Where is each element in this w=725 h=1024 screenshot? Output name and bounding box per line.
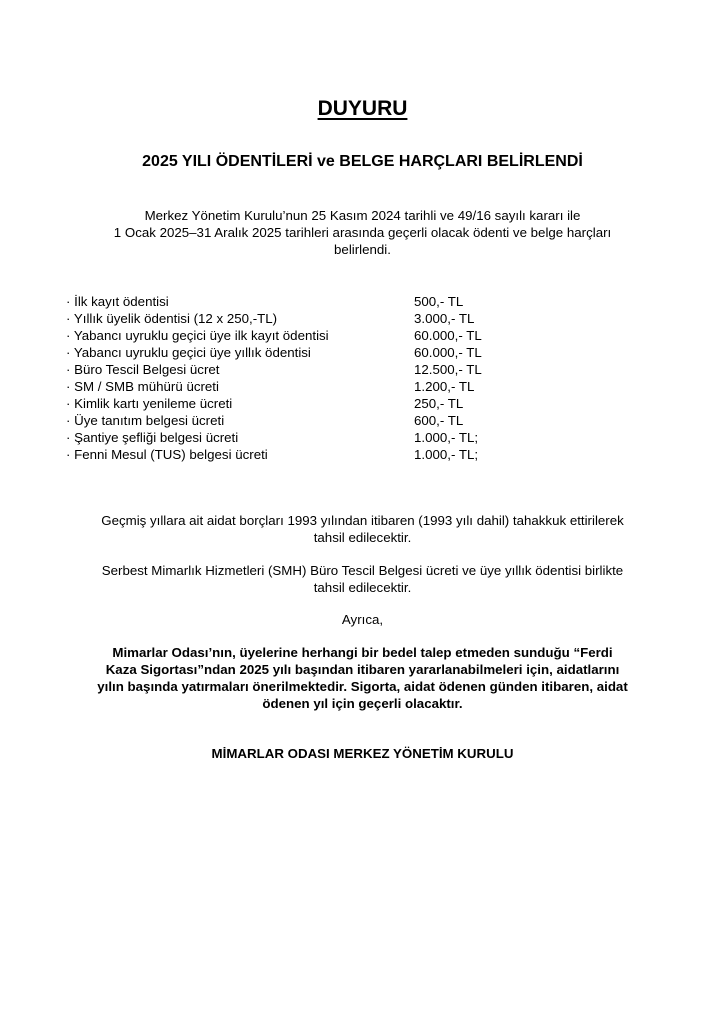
- paragraph-line: ödenen yıl için geçerli olacaktır.: [262, 696, 463, 711]
- paragraph-line: Kaza Sigortası”ndan 2025 yılı başından itibaren yararlanabilmeleri için, aidatlarını: [105, 662, 620, 677]
- intro-paragraph: [70, 207, 655, 258]
- paragraph-line: tahsil edilecektir.: [313, 530, 412, 545]
- paragraph-line: Mimarlar Odası’nın, üyelerine herhangi bir bedel talep etmeden sunduğu “Ferdi: [112, 645, 613, 660]
- fee-amount: 1.200,- TL: [414, 379, 475, 394]
- arrears-paragraph: [60, 512, 665, 546]
- fee-row: [66, 395, 566, 412]
- fee-row: [66, 412, 566, 429]
- fee-row: [66, 310, 566, 327]
- fee-amount: 500,- TL: [414, 294, 464, 309]
- fee-row: [66, 344, 566, 361]
- fee-list: [66, 293, 566, 463]
- fee-name: · İlk kayıt ödentisi: [66, 294, 169, 309]
- fee-name: · Yabancı uyruklu geçici üye yıllık ödentisi: [66, 345, 311, 360]
- intro-line: Merkez Yönetim Kurulu’nun 25 Kasım 2024 tarihli ve 49/16 sayılı kararı ile: [144, 208, 581, 223]
- signature: MİMARLAR ODASI MERKEZ YÖNETİM KURULU: [211, 746, 514, 761]
- fee-name: · Kimlik kartı yenileme ücreti: [66, 396, 233, 411]
- fee-amount: 600,- TL: [414, 413, 464, 428]
- paragraph-line: Serbest Mimarlık Hizmetleri (SMH) Büro Tescil Belgesi ücreti ve üye yıllık ödentisi birlikte: [101, 563, 624, 578]
- fee-amount: 12.500,- TL: [414, 362, 482, 377]
- fee-amount: 3.000,- TL: [414, 311, 475, 326]
- paragraph-line: Geçmiş yıllara ait aidat borçları 1993 yılından itibaren (1993 yılı dahil) tahakkuk ettirilerek: [101, 513, 624, 528]
- fee-name: · Fenni Mesul (TUS) belgesi ücreti: [66, 447, 268, 462]
- fee-name: · Şantiye şefliği belgesi ücreti: [66, 430, 239, 445]
- paragraph-line: yılın başında yatırmaları önerilmektedir. Sigorta, aidat ödenen günden itibaren, aidat: [97, 679, 628, 694]
- fee-amount: 1.000,- TL;: [414, 430, 479, 445]
- also-paragraph: Ayrıca,: [341, 612, 384, 627]
- page-title: DUYURU: [317, 97, 408, 120]
- fee-row: [66, 327, 566, 344]
- intro-line: belirlendi.: [334, 242, 391, 257]
- fee-row: [66, 378, 566, 395]
- fee-row: [66, 293, 566, 310]
- fee-row: [66, 446, 566, 463]
- fee-amount: 1.000,- TL;: [414, 447, 479, 462]
- insurance-paragraph: [60, 644, 665, 712]
- fee-name: · Yıllık üyelik ödentisi (12 x 250,-TL): [66, 311, 278, 326]
- paragraph-line: tahsil edilecektir.: [313, 580, 412, 595]
- fee-row: [66, 429, 566, 446]
- fee-name: · Yabancı uyruklu geçici üye ilk kayıt ödentisi: [66, 328, 329, 343]
- fee-amount: 60.000,- TL: [414, 328, 482, 343]
- smh-paragraph: [60, 562, 665, 596]
- fee-row: [66, 361, 566, 378]
- fee-amount: 60.000,- TL: [414, 345, 482, 360]
- fee-name: · Üye tanıtım belgesi ücreti: [66, 413, 225, 428]
- fee-amount: 250,- TL: [414, 396, 464, 411]
- intro-line: 1 Ocak 2025–31 Aralık 2025 tarihleri arasında geçerli olacak ödenti ve belge harçları: [113, 225, 612, 240]
- fee-name: · Büro Tescil Belgesi ücret: [66, 362, 220, 377]
- page-subtitle: 2025 YILI ÖDENTİLERİ ve BELGE HARÇLARI BELİRLENDİ: [142, 153, 583, 170]
- fee-name: · SM / SMB mühürü ücreti: [66, 379, 219, 394]
